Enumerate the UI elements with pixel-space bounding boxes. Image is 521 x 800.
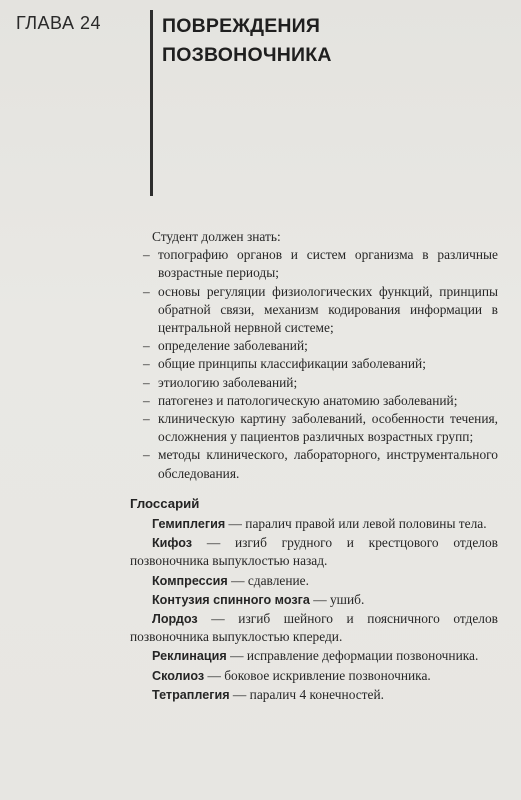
bullet-dash: – [143, 392, 150, 408]
list-item [130, 410, 498, 446]
glossary-entry [130, 610, 498, 646]
list-item [130, 283, 498, 338]
glossary-definition: паралич 4 конечностей. [249, 686, 384, 702]
glossary-term: Лордоз [152, 612, 198, 627]
glossary-separator: — [197, 611, 239, 627]
glossary-entry [130, 591, 498, 609]
glossary-term: Реклинация [152, 649, 227, 664]
glossary-entry [130, 515, 498, 533]
learning-objectives-intro: Студент должен знать: [152, 229, 281, 244]
glossary-separator: — [229, 686, 250, 702]
glossary-term: Кифоз [152, 536, 193, 551]
glossary-term: Компрессия [152, 573, 228, 588]
list-item-text: основы регуляции физиологических функций, принципы обратной связи, механизм кодирования информации в центральной нервной системе; [158, 283, 498, 336]
glossary-separator: — [227, 572, 248, 588]
list-item-text: методы клинического, лабораторного, инструментального обследования. [158, 447, 498, 481]
glossary-separator: — [226, 648, 247, 664]
glossary-separator: — [309, 591, 330, 607]
glossary-definition: изгиб шейного и поясничного отделов позвоночника выпуклостью кпереди. [130, 611, 499, 645]
glossary-definition: боковое искривление позвоночника. [224, 667, 431, 683]
glossary-definition: исправление деформации позвоночника. [246, 648, 479, 664]
bullet-dash: – [143, 283, 150, 299]
bullet-dash: – [143, 338, 150, 354]
chapter-label: ГЛАВА 24 [16, 13, 101, 33]
bullet-dash: – [143, 411, 150, 427]
glossary-separator: — [225, 516, 246, 532]
bullet-dash: – [143, 247, 150, 263]
list-item-text: топографию органов и систем организма в различные возрастные периоды; [158, 247, 498, 281]
list-item [130, 446, 498, 482]
glossary-separator: — [204, 667, 225, 683]
learning-objectives-list [130, 246, 498, 483]
bullet-dash: – [143, 374, 150, 390]
list-item [130, 392, 498, 410]
glossary-heading: Глоссарий [130, 495, 200, 511]
list-item-text: патогенез и патологическую анатомию заболеваний; [158, 392, 458, 408]
glossary-definition: сдавление. [247, 572, 309, 588]
list-item [130, 246, 498, 282]
bullet-dash: – [143, 447, 150, 463]
glossary-entry [130, 534, 498, 570]
glossary-entry [130, 667, 498, 685]
glossary-term: Тетраплегия [152, 687, 230, 702]
glossary-definition: ушиб. [329, 591, 365, 607]
chapter-title-line-2: ПОЗВОНОЧНИКА [162, 44, 332, 66]
list-item [130, 337, 498, 355]
glossary-term: Сколиоз [152, 668, 205, 683]
list-item-text: клиническую картину заболеваний, особенности течения, осложнения у пациентов различных возрастных групп; [158, 411, 498, 445]
glossary-separator: — [192, 535, 235, 551]
chapter-divider [150, 10, 153, 196]
glossary-term: Гемиплегия [152, 517, 226, 532]
list-item-text: определение заболеваний; [158, 338, 308, 354]
bullet-dash: – [143, 356, 150, 372]
list-item-text: общие принципы классификации заболеваний; [158, 356, 426, 372]
glossary-definition: паралич правой или левой половины тела. [245, 516, 487, 532]
list-item [130, 374, 498, 392]
glossary-term: Контузия спинного мозга [152, 592, 310, 607]
chapter-body [130, 228, 498, 705]
glossary-entry [130, 686, 498, 704]
list-item-text: этиологию заболеваний; [158, 374, 298, 390]
chapter-title-line-1: ПОВРЕЖДЕНИЯ [162, 15, 321, 37]
chapter-title [162, 12, 332, 70]
glossary-entry [130, 647, 498, 665]
glossary-definition: изгиб грудного и крестцового отделов позвоночника выпуклостью назад. [130, 535, 498, 569]
list-item [130, 355, 498, 373]
glossary-entry [130, 572, 498, 590]
